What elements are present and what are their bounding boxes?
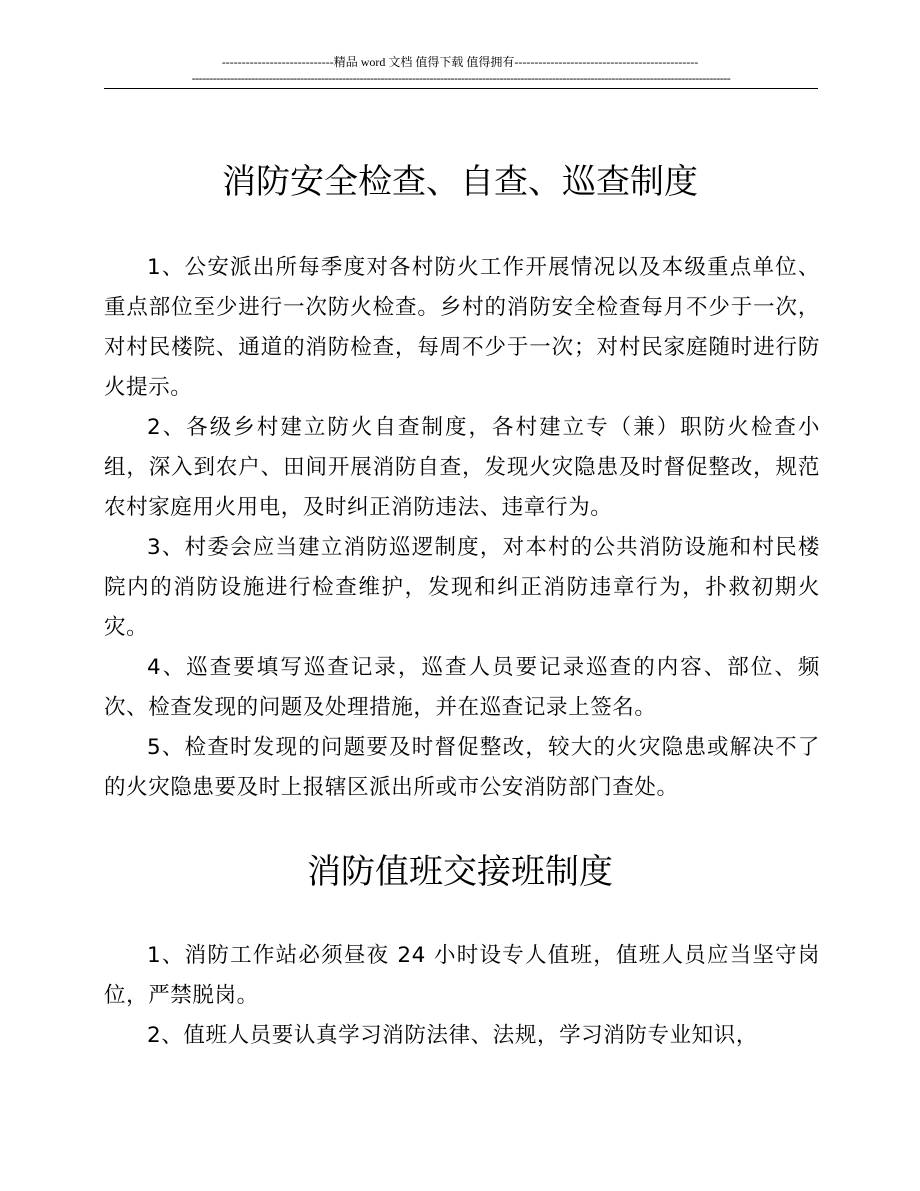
section-title-safety-inspection: 消防安全检查、自查、巡查制度 (222, 162, 698, 202)
paragraph: 1、公安派出所每季度对各村防火工作开展情况以及本级重点单位、重点部位至少进行一次防火检查。乡村的消防安全检查每月不少于一次，对村民楼院、通道的消防检查，每周不少于一次；对村民家庭随时进行防火提示。 (104, 255, 820, 400)
paragraph: 4、巡查要填写巡查记录，巡查人员要记录巡查的内容、部位、频次、检查发现的问题及处理措施，并在巡查记录上签名。 (104, 655, 820, 720)
page-header-line: ----------------------------精品 word 文档 值得下载 值得拥有---------------------------------------------- (221, 55, 699, 69)
section-body-duty-handover (104, 936, 820, 1056)
header-rule (104, 88, 818, 89)
page-header-dashes: ---------------------------------------------------------------------------------------------------------------------------------------------------------- (191, 71, 731, 85)
section-title-duty-handover: 消防值班交接班制度 (307, 852, 613, 892)
paragraph: 5、检查时发现的问题要及时督促整改，较大的火灾隐患或解决不了的火灾隐患要及时上报辖区派出所或市公安消防部门查处。 (104, 735, 820, 800)
section-body-safety-inspection (104, 248, 820, 808)
paragraph: 2、值班人员要认真学习消防法律、法规，学习消防专业知识， (147, 1023, 758, 1048)
paragraph: 3、村委会应当建立消防巡逻制度，对本村的公共消防设施和村民楼院内的消防设施进行检查维护，发现和纠正消防违章行为，扑救初期火灾。 (104, 535, 820, 640)
paragraph: 2、各级乡村建立防火自查制度，各村建立专（兼）职防火检查小组，深入到农户、田间开展消防自查，发现火灾隐患及时督促整改，规范农村家庭用火用电，及时纠正消防违法、违章行为。 (104, 415, 820, 520)
paragraph: 1、消防工作站必须昼夜 24 小时设专人值班，值班人员应当坚守岗位，严禁脱岗。 (104, 943, 820, 1008)
